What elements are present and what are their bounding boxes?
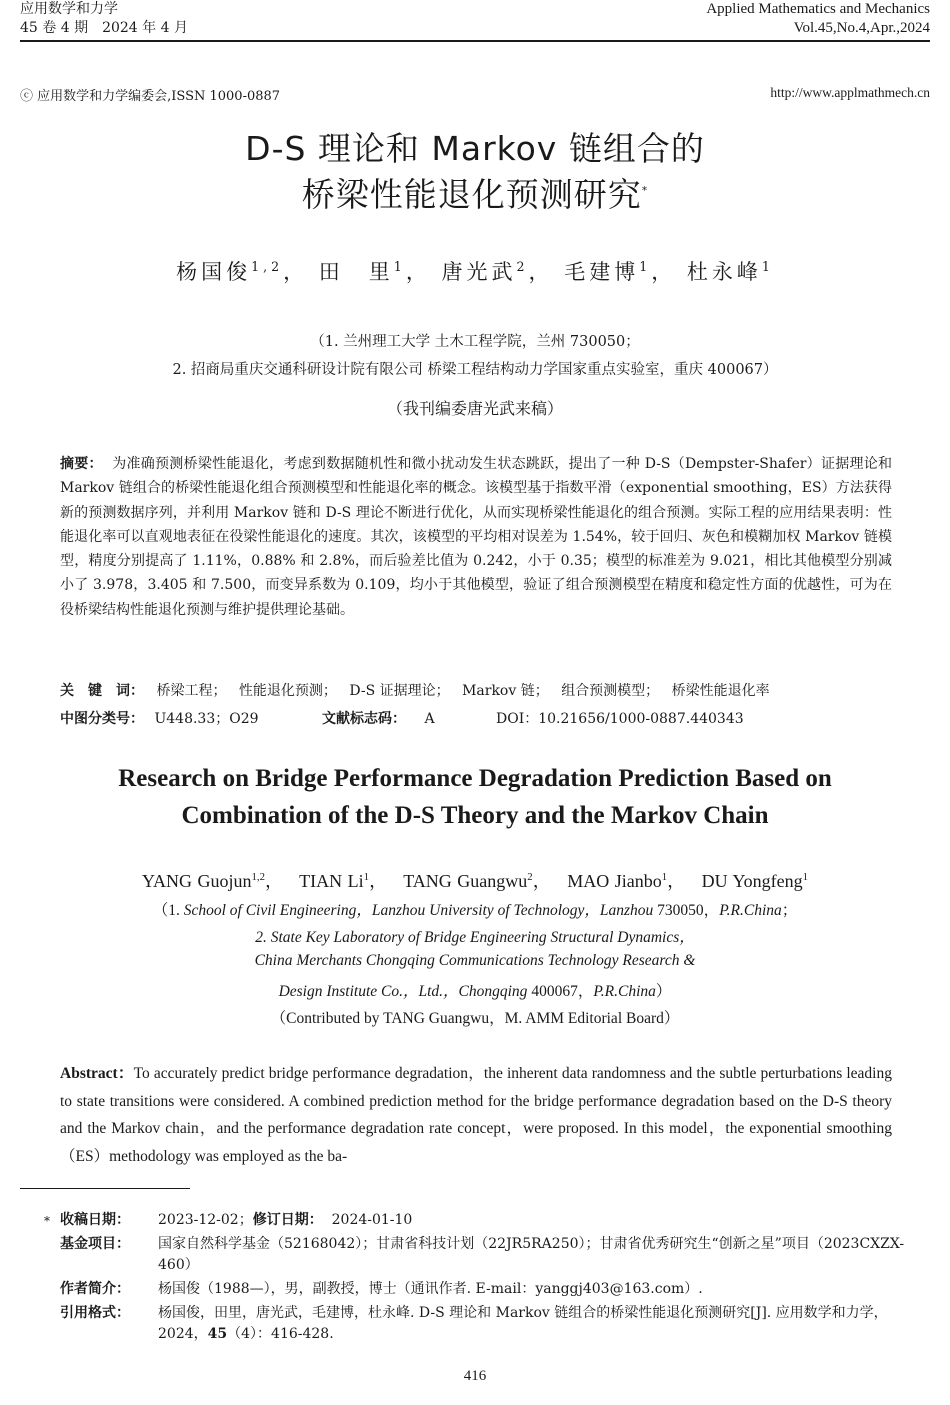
footnote-dates (60, 1210, 932, 1231)
fund-value: 国家自然科学基金（52168042）；甘肃省科技计划（22JR5RA250）；甘肃省优秀研究生“创新之星”项目（2023CXZX-460） (158, 1236, 905, 1273)
copyright-notice: ⓒ 应用数学和力学编委会,ISSN 1000-0887 (20, 89, 281, 104)
footnote-citation (60, 1303, 932, 1345)
author-en: TANG Guangwu$^2$， (403, 871, 551, 891)
abstract-en-label: Abstract： (60, 1065, 134, 1082)
received-date: 2023-12-02； (158, 1212, 253, 1228)
abstract-zh-text: 为准确预测桥梁性能退化，考虑到数据随机性和微小扰动发生状态跳跃，提出了一种 D-S（Dempster-Shafer）证据理论和 Markov 链组合的桥梁性能退化组合预测模型和性能退化率的概念。该模型基于指数平滑（exponential smoothing，ES）方法获得新的预测数据序列，并利用 Markov 链和 D-S 理论不断进行优化，从而实现桥梁性能退化的组合预测。实际工程的应用结果表明：性能退化率可以直观地表征在役梁性能退化的速度。其次，该模型的平均相对误差为 1.54%，较于回归、灰色和模糊加权 Markov 链模型，精度分别提高了 1.11%，0.88% 和 2.8%，而后验差比值为 0.242，小于 0.35；模型的标准差为 9.021，相比其他模型分别减小了 3.978，3.405 和 7.500，而变异系数为 0.109，均小于其他模型，验证了组合预测模型在精度和稳定性方面的优越性，可为在役桥梁结构性能退化预测与维护提供理论基础。 (60, 456, 893, 618)
author-zh: 杜永峰$^1$ (686, 259, 774, 284)
author-en: YANG Guojun$^{1,2}$， (141, 871, 283, 891)
keyword: 组合预测模型； (561, 683, 660, 699)
affiliation-en-2: 2. State Key Laboratory of Bridge Engineering Structural Dynamics， (255, 929, 695, 946)
author-en: MAO Jianbo$^1$， (567, 871, 686, 891)
author-en: DU Yongfeng$^1$ (701, 871, 809, 891)
title-en-line1: Research on Bridge Performance Degradation Prediction Based on (118, 765, 832, 792)
authors-en (0, 867, 950, 893)
header-rule (20, 40, 930, 42)
fund-label: 基金项目： (60, 1236, 130, 1252)
abstract-zh (60, 452, 892, 622)
issue-info-en: Vol.45,No.4,Apr.,2024 (793, 20, 930, 36)
author-zh: 唐光武$^2$， (441, 259, 554, 284)
author-zh: 田 里$^1$， (318, 259, 431, 284)
title-footnote-marker: * (641, 184, 649, 197)
title-zh-line2-text: 桥梁性能退化预测研究 (301, 175, 642, 214)
clc-label: 中图分类号： (60, 711, 144, 727)
doc-code-value: A (424, 711, 435, 727)
keyword: D-S 证据理论； (349, 683, 450, 699)
classification-row (60, 708, 259, 728)
clc-value: U448.33；O29 (154, 711, 259, 727)
authors-zh (0, 256, 950, 286)
keywords-label: 关 键 词： (60, 683, 144, 699)
affiliation-en-4: Design Institute Co.，Ltd.，Chongqing 400067，P.R.China） (278, 983, 672, 1000)
keyword: Markov 链； (462, 683, 549, 699)
revised-label: 修订日期： (252, 1212, 323, 1228)
journal-name-en: Applied Mathematics and Mechanics (706, 1, 930, 17)
affiliation-en-3: China Merchants Chongqing Communications Technology Research & (254, 952, 696, 969)
abstract-en-text: To accurately predict bridge performance degradation，the inherent data randomness and the subtle perturbations leading to state transitions were considered. A combined prediction method for the bridge performance degradation based on the D-S theory and the Markov chain，and the performance degradation rate concept，were proposed. In this model，the exponential smoothing（ES）methodology was employed as the ba- (60, 1065, 892, 1165)
contributed-by-zh: （我刊编委唐光武来稿） (386, 399, 563, 418)
contributed-by-en: （Contributed by TANG Guangwu，M. AMM Editorial Board） (270, 1010, 680, 1027)
revised-date: 2024-01-10 (331, 1212, 413, 1228)
issue-info-zh: 45 卷 4 期 2024 年 4 月 (20, 20, 188, 36)
journal-url[interactable]: http://www.applmathmech.cn (770, 85, 930, 100)
doc-code-label: 文献标志码： (322, 711, 406, 727)
footnote-marker: * (44, 1214, 50, 1228)
title-zh-line1: D-S 理论和 Markov 链组合的 (245, 129, 705, 168)
keywords-zh (60, 680, 900, 700)
author-zh: 杨国俊$^{1,2}$， (176, 259, 309, 284)
footnote-block (60, 1210, 932, 1345)
author-bio-value: 杨国俊（1988—），男，副教授，博士（通讯作者. E-mail：yanggj403@163.com）. (158, 1281, 703, 1297)
doi[interactable]: DOI：10.21656/1000-0887.440343 (496, 711, 744, 727)
journal-name-zh: 应用数学和力学 (20, 1, 118, 17)
title-zh-line2 (0, 172, 950, 218)
keyword: 桥梁性能退化率 (671, 683, 770, 699)
keyword: 性能退化预测； (238, 683, 337, 699)
title-en-line2: Combination of the D-S Theory and the Markov Chain (181, 802, 769, 829)
document-code-row (322, 708, 435, 728)
abstract-en (60, 1060, 892, 1170)
citation-value: 杨国俊，田里，唐光武，毛建博，杜永峰. D-S 理论和 Markov 链组合的桥梁性能退化预测研究[J]. 应用数学和力学，2024，45（4）：416-428. (158, 1305, 888, 1342)
received-label: 收稿日期： (60, 1212, 130, 1228)
affiliation-zh-2: 2. 招商局重庆交通科研设计院有限公司 桥梁工程结构动力学国家重点实验室，重庆 400067） (172, 362, 778, 378)
abstract-zh-label: 摘要： (60, 456, 103, 472)
author-en: TIAN Li$^1$， (299, 871, 388, 891)
keyword: 桥梁工程； (156, 683, 227, 699)
author-zh: 毛建博$^1$， (564, 259, 677, 284)
citation-label: 引用格式： (60, 1305, 130, 1321)
footnote-funding (60, 1234, 932, 1276)
footnote-rule (20, 1188, 190, 1189)
footnote-author (60, 1279, 932, 1300)
page-number: 416 (463, 1368, 487, 1384)
affiliation-en-1: （1. School of Civil Engineering，Lanzhou University of Technology，Lanzhou 730050，P.R.China； (152, 902, 798, 919)
affiliation-zh-1: （1. 兰州理工大学 土木工程学院，兰州 730050； (310, 334, 640, 350)
author-bio-label: 作者简介： (60, 1281, 130, 1297)
